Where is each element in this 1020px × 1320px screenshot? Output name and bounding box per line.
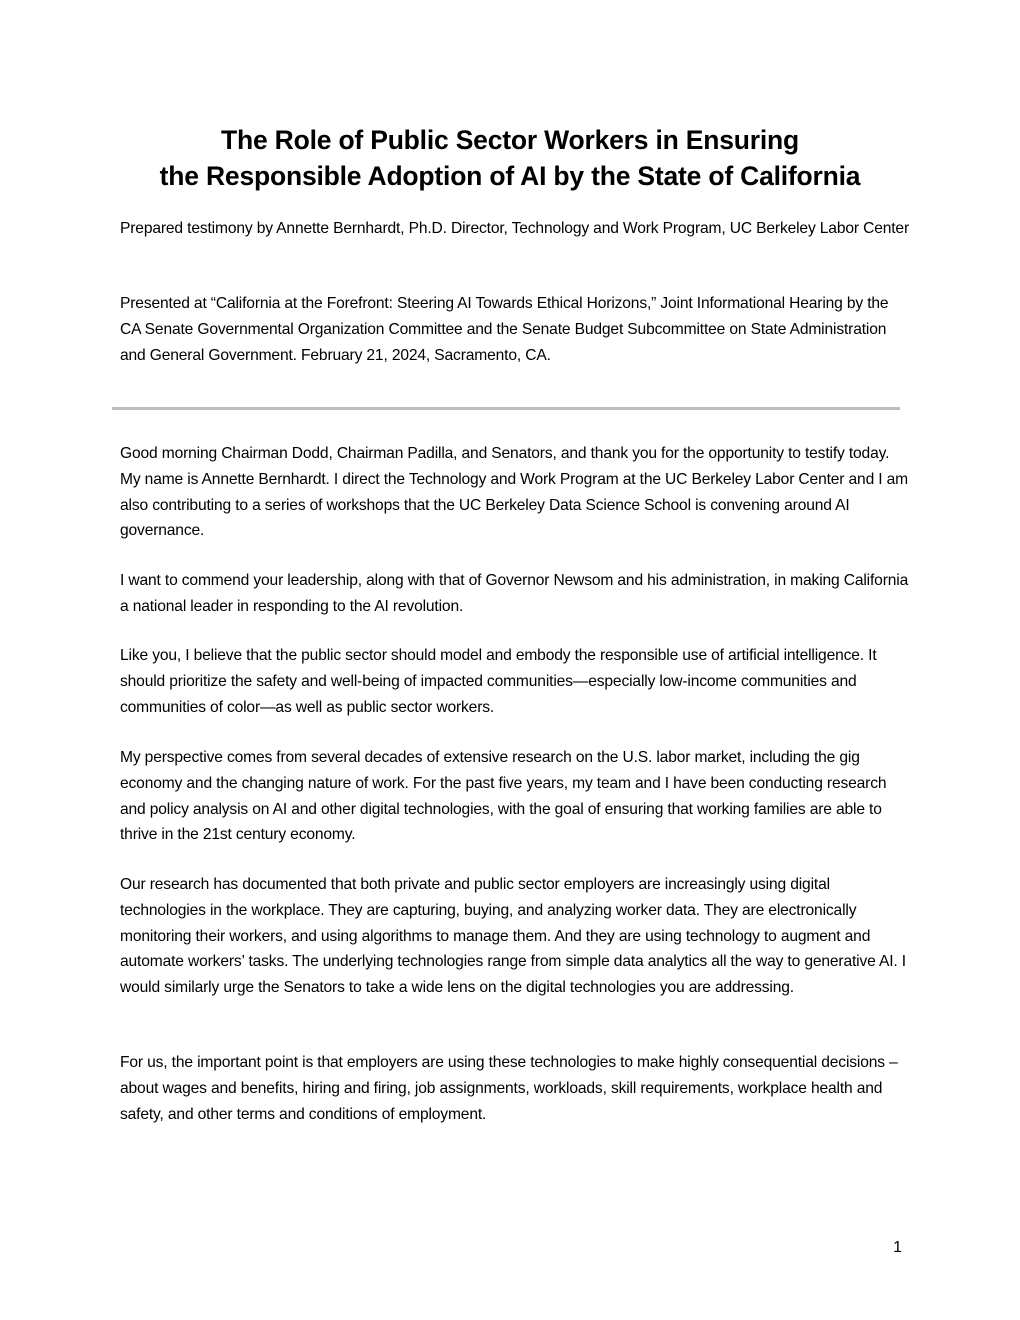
paragraph	[120, 1050, 910, 1127]
paragraph-text: Like you, I believe that the public sector should model and embody the responsible use of artificial intelligence. It should prioritize the safety and well-being of impacted communities—especially low-income communities and communities of color—as well as public sector workers.	[120, 647, 877, 716]
paragraph	[120, 441, 910, 544]
byline-text: Prepared testimony by Annette Bernhardt, Ph.D. Director, Technology and Work Program, UC Berkeley Labor Center	[120, 220, 909, 237]
paragraph-text: My perspective comes from several decades of extensive research on the U.S. labor market, including the gig economy and the changing nature of work. For the past five years, my team and I have been conducting research and policy analysis on AI and other digital technologies, with the goal of ensuring that working families are able to thrive in the 21st century economy.	[120, 749, 887, 844]
presented-text: Presented at “California at the Forefront: Steering AI Towards Ethical Horizons,” Joint Informational Hearing by the CA Senate Governmental Organization Committee and the Senate Budget Subcommittee on State Administration and General Government. February 21, 2024, Sacramento, CA.	[120, 295, 889, 364]
paragraph	[120, 872, 910, 1001]
paragraph-text: Our research has documented that both private and public sector employers are increasingly using digital technologies in the workplace. They are capturing, buying, and analyzing worker data. They are electronically monitoring their workers, and using algorithms to manage them. And they are using technology to augment and automate workers’ tasks. The underlying technologies range from simple data analytics all the way to generative AI. I would similarly urge the Senators to take a wide lens on the digital technologies you are addressing.	[120, 876, 906, 997]
horizontal-divider	[112, 407, 900, 410]
presented-note	[120, 291, 910, 368]
paragraph-text: For us, the important point is that employers are using these technologies to make highly consequential decisions – about wages and benefits, hiring and firing, job assignments, workloads, skill requirements, workplace health and safety, and other terms and conditions of employment.	[120, 1054, 898, 1123]
byline	[120, 216, 910, 242]
paragraph	[120, 568, 910, 620]
document-title	[100, 122, 920, 194]
title-line-1: The Role of Public Sector Workers in Ensuring	[220, 125, 800, 155]
paragraph-text: I want to commend your leadership, along with that of Governor Newsom and his administration, in making California a national leader in responding to the AI revolution.	[120, 572, 909, 615]
title-line-2: the Responsible Adoption of AI by the State of California	[159, 161, 861, 191]
page-number: 1	[893, 1239, 902, 1256]
paragraph	[120, 745, 910, 848]
paragraph-text: Good morning Chairman Dodd, Chairman Padilla, and Senators, and thank you for the opportunity to testify today. My name is Annette Bernhardt. I direct the Technology and Work Program at the UC Berkeley Labor Center and I am also contributing to a series of workshops that the UC Berkeley Data Science School is convening around AI governance.	[120, 445, 908, 540]
paragraph	[120, 643, 910, 720]
